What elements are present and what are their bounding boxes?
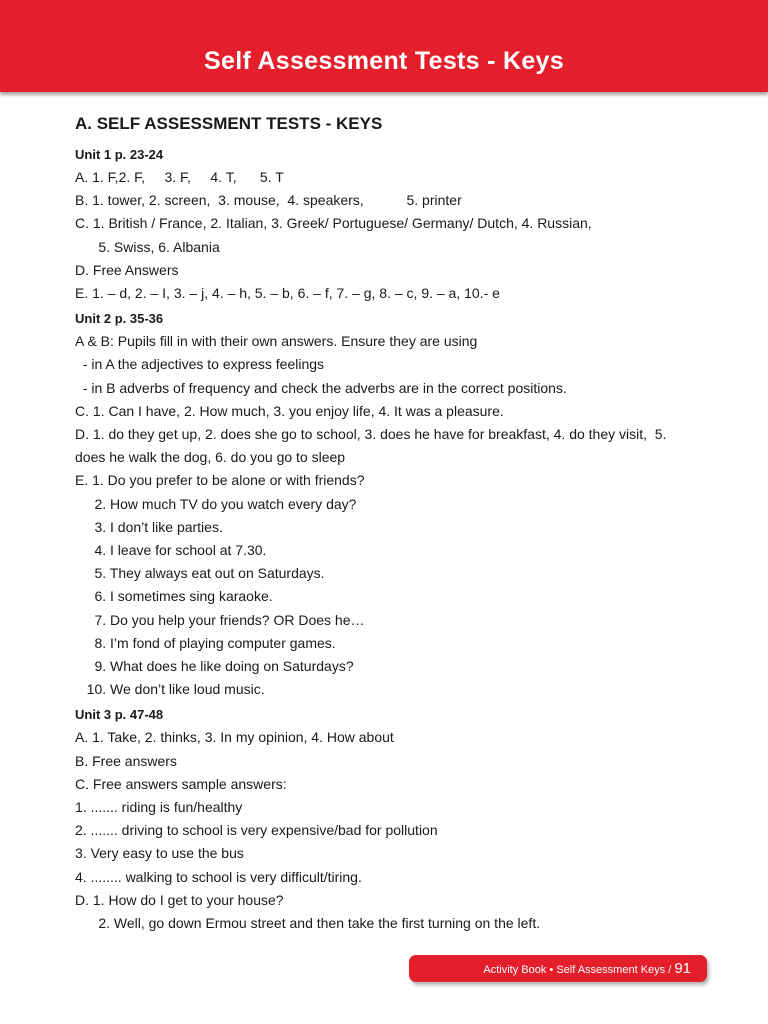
answer-line: C. 1. Can I have, 2. How much, 3. you enjoy life, 4. It was a pleasure. bbox=[75, 402, 504, 419]
answer-line: 3. Very easy to use the bus bbox=[75, 845, 244, 862]
answer-line: E. 1. – d, 2. – I, 3. – j, 4. – h, 5. – b, 6. – f, 7. – g, 8. – c, 9. – a, 10.- e bbox=[75, 285, 500, 302]
answer-line: 2. ....... driving to school is very expensive/bad for pollution bbox=[75, 822, 438, 839]
answer-line: 2. How much TV do you watch every day? bbox=[75, 495, 357, 512]
section-title: A. SELF ASSESSMENT TESTS - KEYS bbox=[75, 114, 383, 133]
answer-line: A. 1. Take, 2. thinks, 3. In my opinion, 4. How about bbox=[75, 729, 394, 746]
answer-line: D. 1. How do I get to your house? bbox=[75, 891, 284, 908]
answer-line: A & B: Pupils fill in with their own answers. Ensure they are using bbox=[75, 333, 478, 350]
page-footer bbox=[409, 955, 707, 982]
answer-line: D. 1. do they get up, 2. does she go to school, 3. does he have for breakfast, 4. do they visit, 5. bbox=[75, 426, 667, 443]
answer-line: 4. ........ walking to school is very difficult/tiring. bbox=[75, 868, 362, 885]
answer-line: 10. We don’t like loud music. bbox=[75, 681, 265, 698]
unit-3 bbox=[75, 704, 735, 935]
answer-line: - in B adverbs of frequency and check the adverbs are in the correct positions. bbox=[75, 379, 567, 396]
answer-line: 2. Well, go down Ermou street and then take the first turning on the left. bbox=[75, 915, 541, 932]
answer-line: 4. I leave for school at 7.30. bbox=[75, 542, 267, 559]
answer-line: 5. They always eat out on Saturdays. bbox=[75, 565, 325, 582]
unit-1 bbox=[75, 144, 735, 305]
unit-2 bbox=[75, 308, 735, 701]
answer-line: 3. I don’t like parties. bbox=[75, 518, 223, 535]
answer-line: C. 1. British / France, 2. Italian, 3. Greek/ Portuguese/ Germany/ Dutch, 4. Russian, bbox=[75, 215, 592, 232]
answer-line: C. Free answers sample answers: bbox=[75, 775, 287, 792]
answer-line: A. 1. F,2. F, 3. F, 4. T, 5. T bbox=[75, 169, 284, 185]
footer-text: Activity Book • Self Assessment Keys / bbox=[483, 964, 675, 976]
answer-line: 9. What does he like doing on Saturdays? bbox=[75, 658, 354, 675]
page-title: Self Assessment Tests - Keys bbox=[204, 47, 564, 75]
unit-title: Unit 1 p. 23-24 bbox=[75, 147, 164, 162]
answer-line: does he walk the dog, 6. do you go to sleep bbox=[75, 449, 346, 466]
answer-line: 7. Do you help your friends? OR Does he… bbox=[75, 611, 365, 628]
unit-title: Unit 2 p. 35-36 bbox=[75, 311, 164, 327]
answer-line: 1. ....... riding is fun/healthy bbox=[75, 799, 243, 816]
content bbox=[75, 112, 735, 935]
answer-line: - in A the adjectives to express feelings bbox=[75, 356, 325, 373]
answer-line: D. Free Answers bbox=[75, 261, 179, 278]
answer-line: 6. I sometimes sing karaoke. bbox=[75, 588, 273, 605]
answer-line: B. Free answers bbox=[75, 752, 177, 769]
answer-line: B. 1. tower, 2. screen, 3. mouse, 4. speakers, 5. printer bbox=[75, 192, 462, 209]
page-header bbox=[0, 0, 768, 92]
answer-line: 8. I’m fond of playing computer games. bbox=[75, 634, 336, 651]
answer-line: 5. Swiss, 6. Albania bbox=[75, 238, 220, 255]
answer-line: E. 1. Do you prefer to be alone or with friends? bbox=[75, 472, 365, 489]
unit-title: Unit 3 p. 47-48 bbox=[75, 707, 164, 723]
page-number: 91 bbox=[674, 960, 691, 977]
